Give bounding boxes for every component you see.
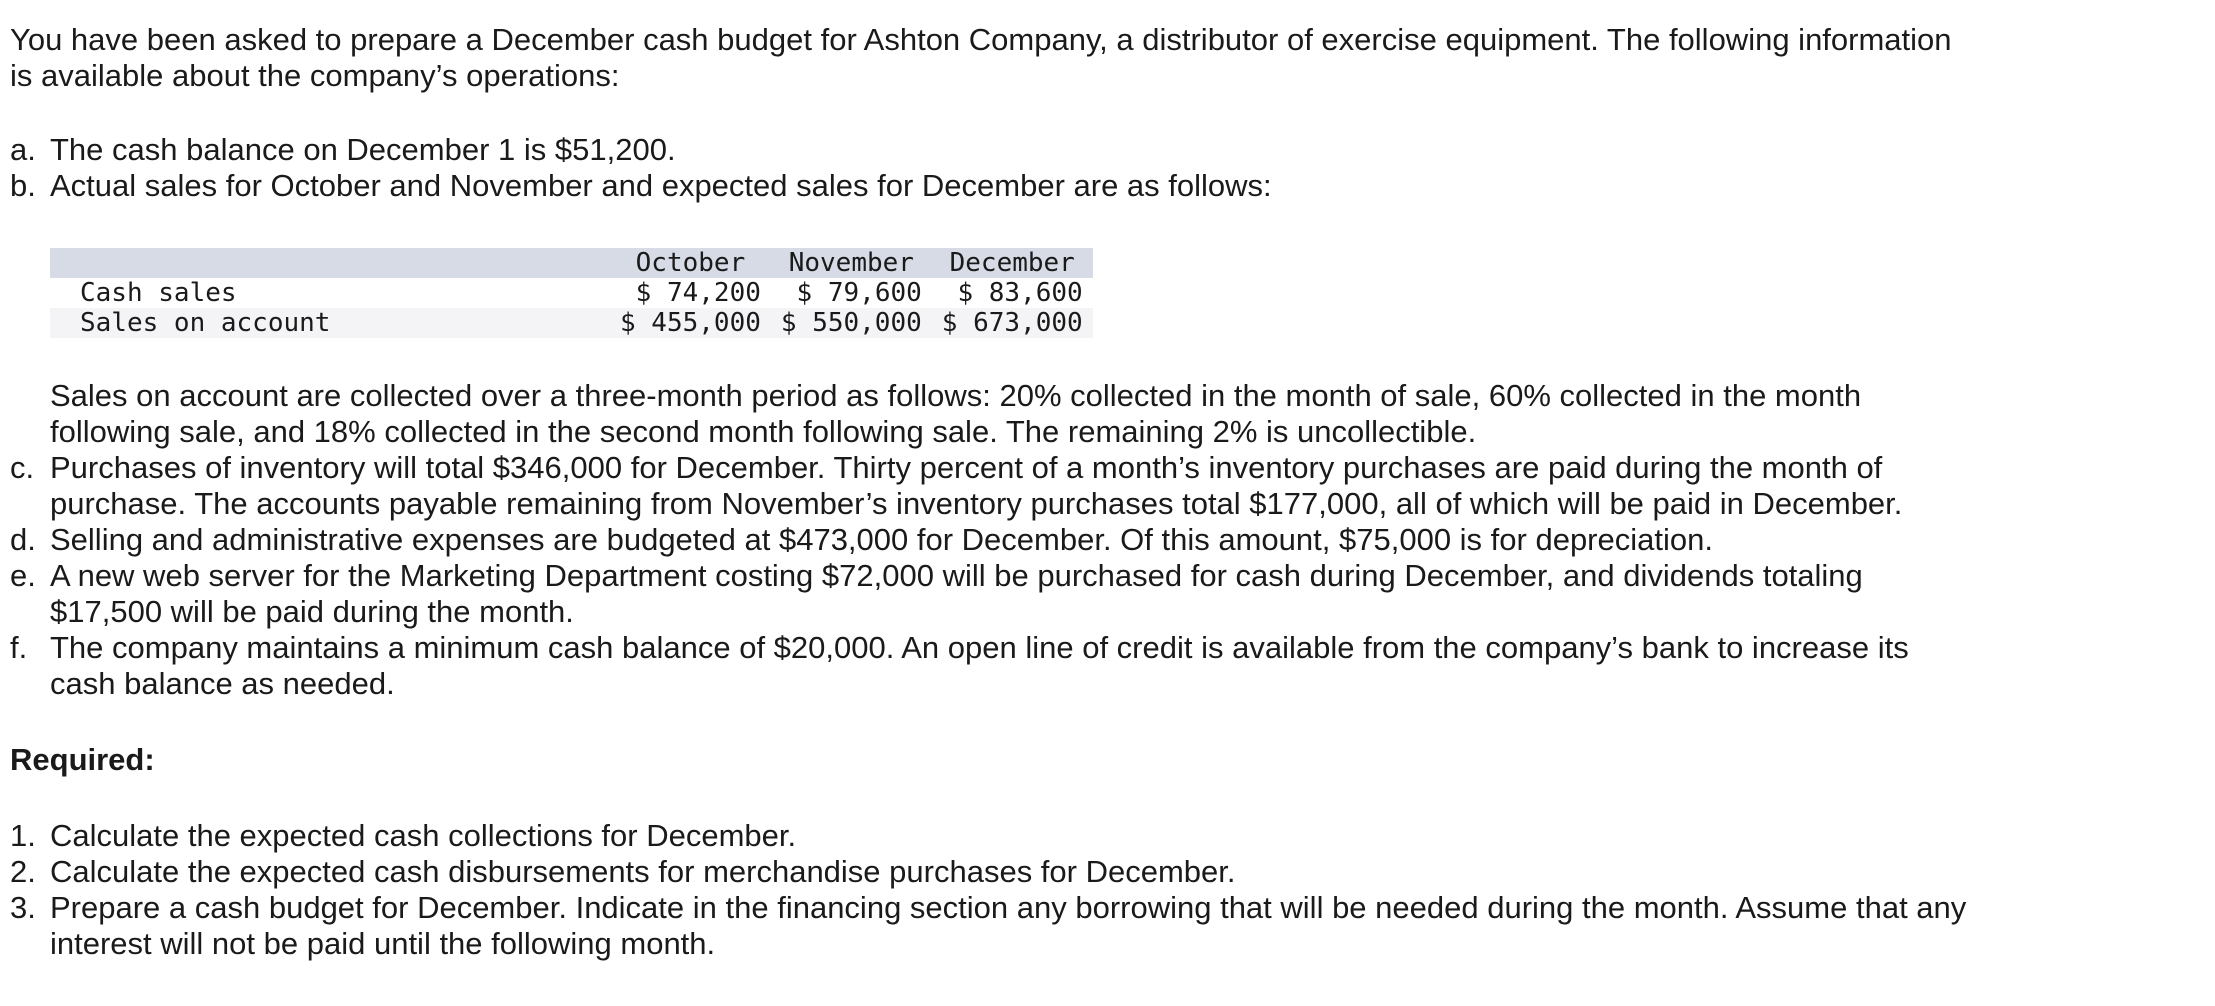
sales-table-header-row xyxy=(50,248,1093,278)
item-text: Purchases of inventory will total $346,000 for December. Thirty percent of a month’s inventory purchases are paid during the month of purchase. The accounts payable remaining from November’s inventory purchases total $177,000, all of which will be paid in December. xyxy=(50,450,1903,521)
required-item-2 xyxy=(10,854,1970,890)
intro-paragraph xyxy=(10,22,1970,94)
problem-page xyxy=(10,22,1970,962)
item-text: The company maintains a minimum cash balance of $20,000. An open line of credit is available from the company’s bank to increase its cash balance as needed. xyxy=(50,630,1909,701)
item-text: Selling and administrative expenses are budgeted at $473,000 for December. Of this amount, $75,000 is for depreciation. xyxy=(50,522,1713,557)
cell-value: $ 79,600 xyxy=(796,278,922,308)
item-marker: d. xyxy=(10,522,36,557)
item-marker: 2. xyxy=(10,854,36,889)
cell-value: $ 673,000 xyxy=(941,308,1083,338)
sales-table-corner xyxy=(50,248,610,278)
item-text: Calculate the expected cash disbursements for merchandise purchases for December. xyxy=(50,854,1236,889)
item-marker: 1. xyxy=(10,818,36,853)
item-text: A new web server for the Marketing Department costing $72,000 will be purchased for cash during December, and dividends totaling $17,500 will be paid during the month. xyxy=(50,558,1863,629)
item-text: Prepare a cash budget for December. Indicate in the financing section any borrowing that will be needed during the month. Assume that any interest will not be paid until the following month. xyxy=(50,890,1967,961)
sales-table-container xyxy=(50,248,1970,338)
column-header-december: December xyxy=(949,248,1075,278)
info-item-e xyxy=(10,558,1970,630)
item-text: The cash balance on December 1 is $51,200. xyxy=(50,132,676,167)
item-marker: e. xyxy=(10,558,36,593)
row-label: Cash sales xyxy=(80,278,237,308)
row-label: Sales on account xyxy=(80,308,331,338)
cell-value: $ 550,000 xyxy=(780,308,922,338)
item-marker: c. xyxy=(10,450,35,485)
required-item-1 xyxy=(10,818,1970,854)
required-list xyxy=(10,818,1970,962)
required-item-3 xyxy=(10,890,1970,962)
required-heading: Required: xyxy=(10,742,155,777)
sales-table xyxy=(50,248,1093,338)
column-header-november: November xyxy=(788,248,914,278)
intro-text: You have been asked to prepare a December cash budget for Ashton Company, a distributor of exercise equipment. The following information is available about the company’s operations: xyxy=(10,22,1952,93)
info-list-c-f xyxy=(10,450,1970,702)
item-text: Actual sales for October and November and expected sales for December are as follows: xyxy=(50,168,1272,203)
item-marker: a. xyxy=(10,132,36,167)
info-list-a-b xyxy=(10,132,1970,204)
table-row-cash-sales xyxy=(50,278,1093,308)
info-item-c xyxy=(10,450,1970,522)
item-marker: 3. xyxy=(10,890,36,925)
cell-value: $ 83,600 xyxy=(957,278,1083,308)
info-item-f xyxy=(10,630,1970,702)
table-row-sales-on-account xyxy=(50,308,1093,338)
info-item-d xyxy=(10,522,1970,558)
info-item-a xyxy=(10,132,1970,168)
collection-note: Sales on account are collected over a three-month period as follows: 20% collected in the month of sale, 60% collected in the month following sale, and 18% collected in the second month following sale. The remaining 2% is uncollectible. xyxy=(50,378,1862,449)
cell-value: $ 455,000 xyxy=(620,308,761,338)
item-text: Calculate the expected cash collections for December. xyxy=(50,818,797,853)
column-header-october: October xyxy=(635,248,746,278)
cell-value: $ 74,200 xyxy=(635,278,761,308)
item-marker: b. xyxy=(10,168,36,203)
item-marker: f. xyxy=(10,630,28,665)
info-item-b xyxy=(10,168,1970,204)
